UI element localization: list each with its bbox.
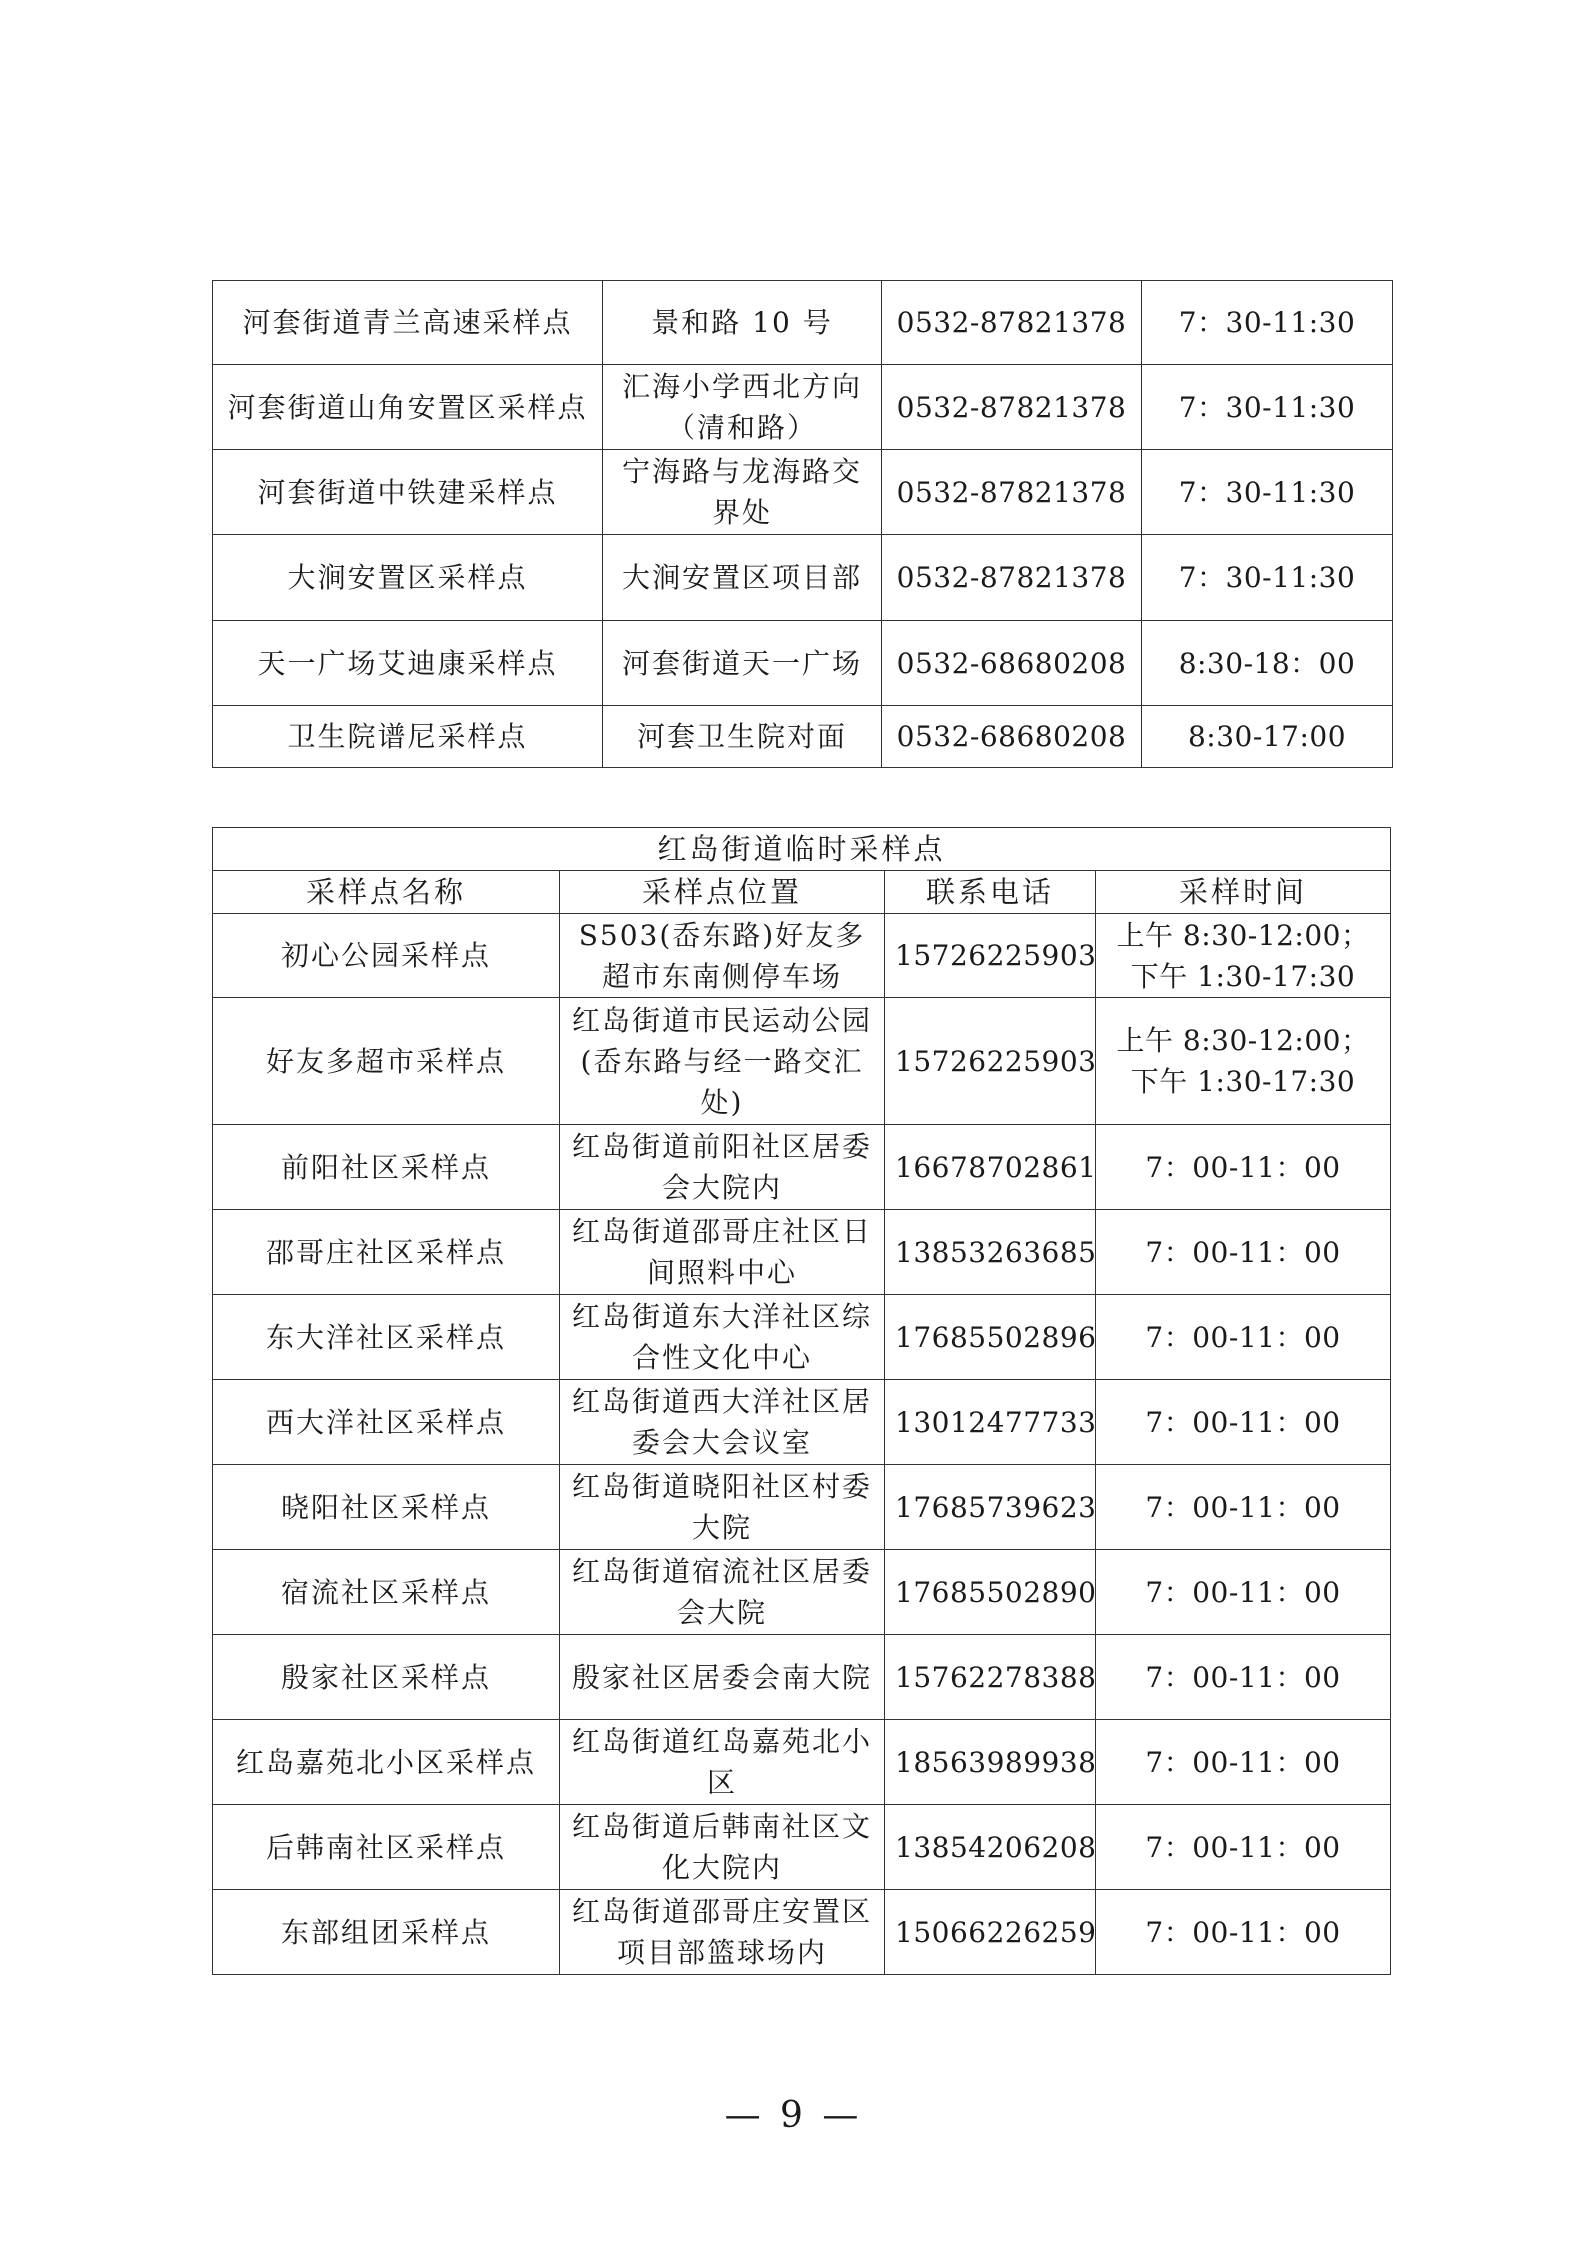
table-row <box>213 1210 1391 1295</box>
site-hours: 上午 8:30-12:00；下午 1:30-17:30 <box>1096 914 1391 998</box>
site-location: 红岛街道晓阳社区村委大院 <box>560 1465 885 1550</box>
site-phone: 16678702861 <box>885 1125 1096 1210</box>
table-row <box>213 535 1393 621</box>
site-location: 河套卫生院对面 <box>603 706 882 768</box>
site-location: 汇海小学西北方向（清和路） <box>603 365 882 450</box>
site-phone: 0532-87821378 <box>882 450 1142 535</box>
site-name: 东部组团采样点 <box>213 1890 560 1975</box>
table-row <box>213 1635 1391 1720</box>
column-header: 联系电话 <box>885 871 1096 914</box>
site-hours: 7：00-11：00 <box>1096 1890 1391 1975</box>
table-row <box>213 1380 1391 1465</box>
site-phone: 13854206208 <box>885 1805 1096 1890</box>
table-header-row <box>213 871 1391 914</box>
site-name: 红岛嘉苑北小区采样点 <box>213 1720 560 1805</box>
table-row <box>213 706 1393 768</box>
site-hours: 7：00-11：00 <box>1096 1550 1391 1635</box>
table-row <box>213 365 1393 450</box>
site-hours: 8:30-17:00 <box>1142 706 1393 768</box>
site-phone: 15726225903 <box>885 914 1096 998</box>
site-location: 河套街道天一广场 <box>603 621 882 706</box>
site-name: 初心公园采样点 <box>213 914 560 998</box>
site-name: 天一广场艾迪康采样点 <box>213 621 603 706</box>
site-location: 红岛街道邵哥庄安置区项目部篮球场内 <box>560 1890 885 1975</box>
site-location: 红岛街道后韩南社区文化大院内 <box>560 1805 885 1890</box>
site-hours: 7：00-11：00 <box>1096 1295 1391 1380</box>
site-hours: 上午 8:30-12:00；下午 1:30-17:30 <box>1096 998 1391 1125</box>
site-location: 红岛街道东大洋社区综合性文化中心 <box>560 1295 885 1380</box>
site-phone: 17685502896 <box>885 1295 1096 1380</box>
site-phone: 0532-87821378 <box>882 281 1142 365</box>
site-phone: 13853263685 <box>885 1210 1096 1295</box>
site-name: 晓阳社区采样点 <box>213 1465 560 1550</box>
site-name: 西大洋社区采样点 <box>213 1380 560 1465</box>
site-name: 宿流社区采样点 <box>213 1550 560 1635</box>
site-phone: 13012477733 <box>885 1380 1096 1465</box>
site-hours: 7：00-11：00 <box>1096 1210 1391 1295</box>
site-phone: 15762278388 <box>885 1635 1096 1720</box>
site-name: 后韩南社区采样点 <box>213 1805 560 1890</box>
site-location: 景和路 10 号 <box>603 281 882 365</box>
site-hours: 7：00-11：00 <box>1096 1465 1391 1550</box>
table-row <box>213 1720 1391 1805</box>
table-row <box>213 998 1391 1125</box>
table-row <box>213 281 1393 365</box>
site-hours: 7：30-11:30 <box>1142 535 1393 621</box>
site-hours: 7：00-11：00 <box>1096 1125 1391 1210</box>
table-title: 红岛街道临时采样点 <box>213 828 1391 871</box>
site-name: 东大洋社区采样点 <box>213 1295 560 1380</box>
site-hours: 7：30-11:30 <box>1142 365 1393 450</box>
site-location: 红岛街道市民运动公园(岙东路与经一路交汇处) <box>560 998 885 1125</box>
site-location: 红岛街道宿流社区居委会大院 <box>560 1550 885 1635</box>
column-header: 采样时间 <box>1096 871 1391 914</box>
column-header: 采样点名称 <box>213 871 560 914</box>
hongdao-sampling-table <box>212 827 1391 1975</box>
site-phone: 18563989938 <box>885 1720 1096 1805</box>
site-hours: 7：00-11：00 <box>1096 1805 1391 1890</box>
site-location: 宁海路与龙海路交界处 <box>603 450 882 535</box>
site-location: 红岛街道前阳社区居委会大院内 <box>560 1125 885 1210</box>
site-name: 前阳社区采样点 <box>213 1125 560 1210</box>
table-title-row <box>213 828 1391 871</box>
table-row <box>213 621 1393 706</box>
site-phone: 0532-87821378 <box>882 365 1142 450</box>
table-row <box>213 1295 1391 1380</box>
site-name: 大涧安置区采样点 <box>213 535 603 621</box>
table-row <box>213 1125 1391 1210</box>
site-name: 卫生院谱尼采样点 <box>213 706 603 768</box>
site-phone: 0532-68680208 <box>882 621 1142 706</box>
table-row <box>213 1465 1391 1550</box>
site-name: 河套街道青兰高速采样点 <box>213 281 603 365</box>
table-row <box>213 914 1391 998</box>
site-location: 红岛街道西大洋社区居委会大会议室 <box>560 1380 885 1465</box>
table-row <box>213 1550 1391 1635</box>
site-name: 邵哥庄社区采样点 <box>213 1210 560 1295</box>
site-name: 河套街道中铁建采样点 <box>213 450 603 535</box>
site-name: 殷家社区采样点 <box>213 1635 560 1720</box>
site-phone: 0532-68680208 <box>882 706 1142 768</box>
site-hours: 8:30-18：00 <box>1142 621 1393 706</box>
page-number: — 9 — <box>724 2095 863 2136</box>
hetao-sampling-table <box>212 280 1393 768</box>
table-row <box>213 1890 1391 1975</box>
site-hours: 7：30-11:30 <box>1142 281 1393 365</box>
site-name: 好友多超市采样点 <box>213 998 560 1125</box>
table-row <box>213 450 1393 535</box>
site-hours: 7：00-11：00 <box>1096 1380 1391 1465</box>
site-location: 大涧安置区项目部 <box>603 535 882 621</box>
table-row <box>213 1805 1391 1890</box>
site-location: 红岛街道邵哥庄社区日间照料中心 <box>560 1210 885 1295</box>
site-phone: 15066226259 <box>885 1890 1096 1975</box>
site-phone: 17685739623 <box>885 1465 1096 1550</box>
site-phone: 0532-87821378 <box>882 535 1142 621</box>
site-hours: 7：00-11：00 <box>1096 1635 1391 1720</box>
site-location: 红岛街道红岛嘉苑北小区 <box>560 1720 885 1805</box>
site-hours: 7：00-11：00 <box>1096 1720 1391 1805</box>
site-name: 河套街道山角安置区采样点 <box>213 365 603 450</box>
site-phone: 15726225903 <box>885 998 1096 1125</box>
site-location: 殷家社区居委会南大院 <box>560 1635 885 1720</box>
site-hours: 7：30-11:30 <box>1142 450 1393 535</box>
site-location: S503(岙东路)好友多超市东南侧停车场 <box>560 914 885 998</box>
column-header: 采样点位置 <box>560 871 885 914</box>
site-phone: 17685502890 <box>885 1550 1096 1635</box>
